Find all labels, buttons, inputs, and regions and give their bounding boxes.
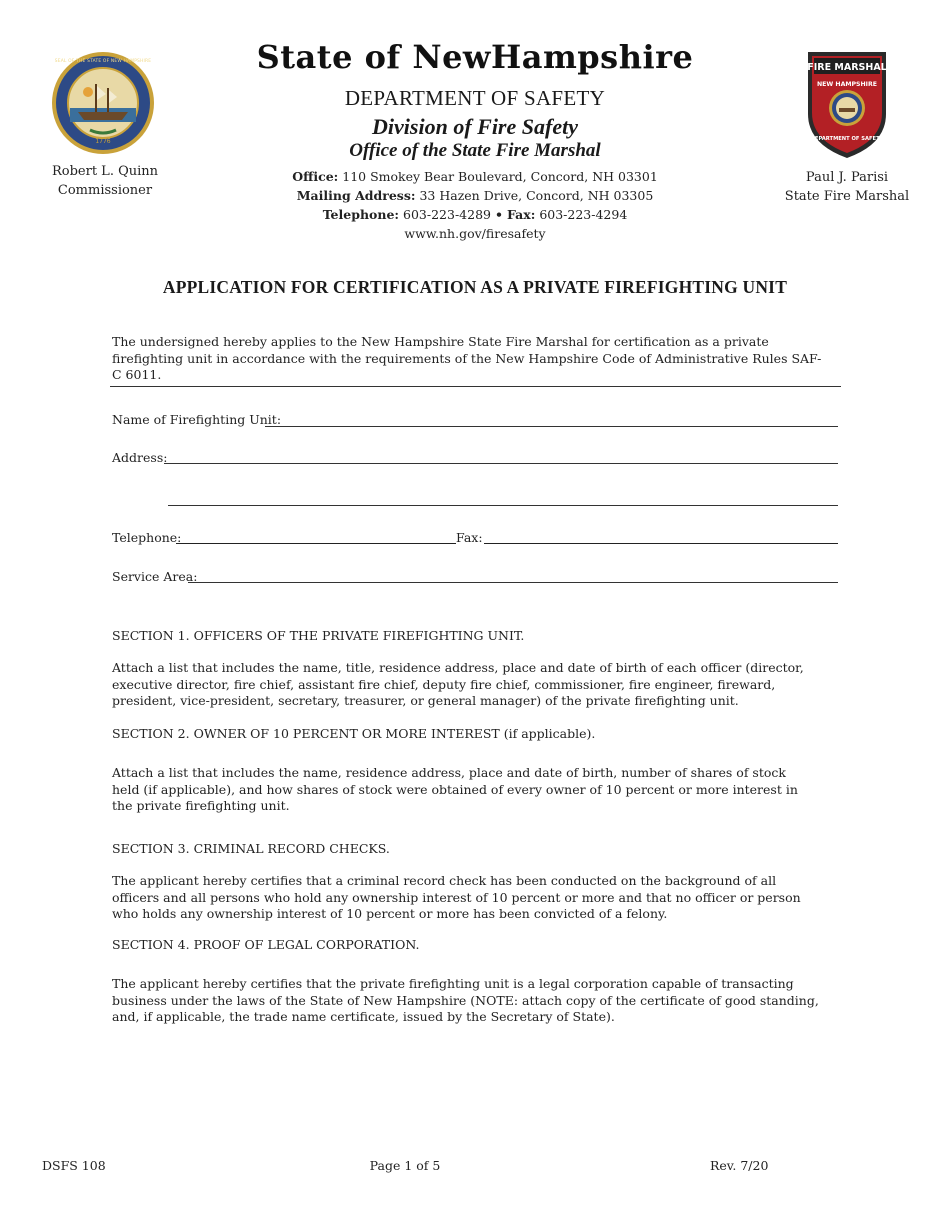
mailing-address-label: Mailing Address:	[296, 188, 416, 203]
bullet-separator: •	[494, 207, 503, 222]
revision-date: Rev. 7/20	[710, 1158, 769, 1173]
intro-paragraph: The undersigned hereby applies to the New Hampshire State Fire Marshal for certification as a private firefighting unit in accordance with the requirements of the New Hampshire Code of Administrative Rules SAF-C 6011.	[112, 334, 822, 382]
office-address-label: Office:	[292, 169, 339, 184]
section-1-heading: SECTION 1. OFFICERS OF THE PRIVATE FIREFIGHTING UNIT.	[112, 628, 525, 643]
section-4-body: The applicant hereby certifies that the private firefighting unit is a legal corporation capable of transacting business under the laws of the State of New Hampshire (NOTE: attach copy of the certificate of good standing, and, if applicable, the trade name certificate, issued by the Secretary of State).	[112, 976, 819, 1024]
fax-input[interactable]	[484, 543, 838, 544]
telephone-label: Telephone:	[322, 207, 400, 222]
state-seal-logo	[50, 50, 156, 156]
section-4-heading: SECTION 4. PROOF OF LEGAL CORPORATION.	[112, 937, 420, 952]
commissioner-name: Robert L. Quinn	[51, 164, 159, 179]
office-address: 110 Smokey Bear Boulevard, Concord, NH 03301	[342, 169, 658, 184]
service-area-input[interactable]	[188, 582, 838, 583]
badge-top-text: FIRE MARSHAL	[807, 62, 887, 73]
contact-block	[230, 167, 720, 243]
badge-bottom-text: DEPARTMENT OF SAFETY	[810, 136, 884, 142]
address-input-line-1[interactable]	[164, 463, 838, 464]
section-2-heading: SECTION 2. OWNER OF 10 PERCENT OR MORE INTEREST (if applicable).	[112, 726, 596, 741]
section-3-heading: SECTION 3. CRIMINAL RECORD CHECKS.	[112, 841, 390, 856]
commissioner-title: Commissioner	[57, 183, 153, 198]
service-area-label: Service Area:	[112, 569, 198, 584]
fire-marshal-title: State Fire Marshal	[784, 189, 910, 204]
telephone-field-label: Telephone:	[112, 530, 182, 545]
division-name: Division of Fire Safety	[372, 114, 578, 139]
form-id: DSFS 108	[42, 1158, 106, 1173]
fax-number: 603-223-4294	[539, 207, 628, 222]
fax-label: Fax:	[506, 207, 536, 222]
address-input-line-2[interactable]	[168, 505, 838, 506]
page-number: Page 1 of 5	[369, 1158, 441, 1173]
fire-marshal-badge-logo	[800, 44, 894, 162]
section-1-body: Attach a list that includes the name, title, residence address, place and date of birth of each officer (director, executive director, fire chief, assistant fire chief, deputy fire chief, commissioner, fire engineer, fireward, president, vice-president, secretary, treasurer, or general manager) of the private firefighting unit.	[112, 660, 804, 708]
unit-name-label: Name of Firefighting Unit:	[112, 412, 282, 427]
section-2-body: Attach a list that includes the name, residence address, place and date of birth, number of shares of stock held (if applicable), and how shares of stock were obtained of every owner of 10 percent or more interest in the private firefighting unit.	[112, 765, 798, 813]
form-title: APPLICATION FOR CERTIFICATION AS A PRIVATE FIREFIGHTING UNIT	[162, 277, 788, 297]
state-title: State of NewHampshire	[256, 38, 694, 76]
fax-field-label: Fax:	[456, 530, 483, 545]
mailing-address: 33 Hazen Drive, Concord, NH 03305	[419, 188, 654, 203]
seal-year-text: 1776	[95, 138, 111, 145]
office-name: Office of the State Fire Marshal	[349, 140, 601, 161]
telephone-input[interactable]	[176, 543, 456, 544]
mailing-address-line	[230, 186, 720, 205]
fire-marshal-name: Paul J. Parisi	[805, 170, 889, 185]
commissioner-block	[30, 162, 180, 200]
seal-ring-text: SEAL OF THE STATE OF NEW HAMPSHIRE	[54, 59, 152, 64]
department-name: DEPARTMENT OF SAFETY	[344, 86, 606, 110]
section-3-body: The applicant hereby certifies that a criminal record check has been conducted on the background of all officers and all persons who hold any ownership interest of 10 percent or more and that no officer or person who holds any ownership interest of 10 percent or more has been convicted of a felony.	[112, 873, 801, 921]
telephone-number: 603-223-4289	[403, 207, 491, 222]
fire-marshal-block	[772, 168, 922, 206]
phone-fax-line	[230, 205, 720, 224]
address-label: Address:	[112, 450, 168, 465]
office-address-line	[230, 167, 720, 186]
section-divider	[110, 386, 841, 387]
website-link[interactable]: www.nh.gov/firesafety	[404, 226, 546, 241]
badge-ring-text: NEW HAMPSHIRE	[817, 81, 877, 88]
unit-name-input[interactable]	[265, 426, 838, 427]
